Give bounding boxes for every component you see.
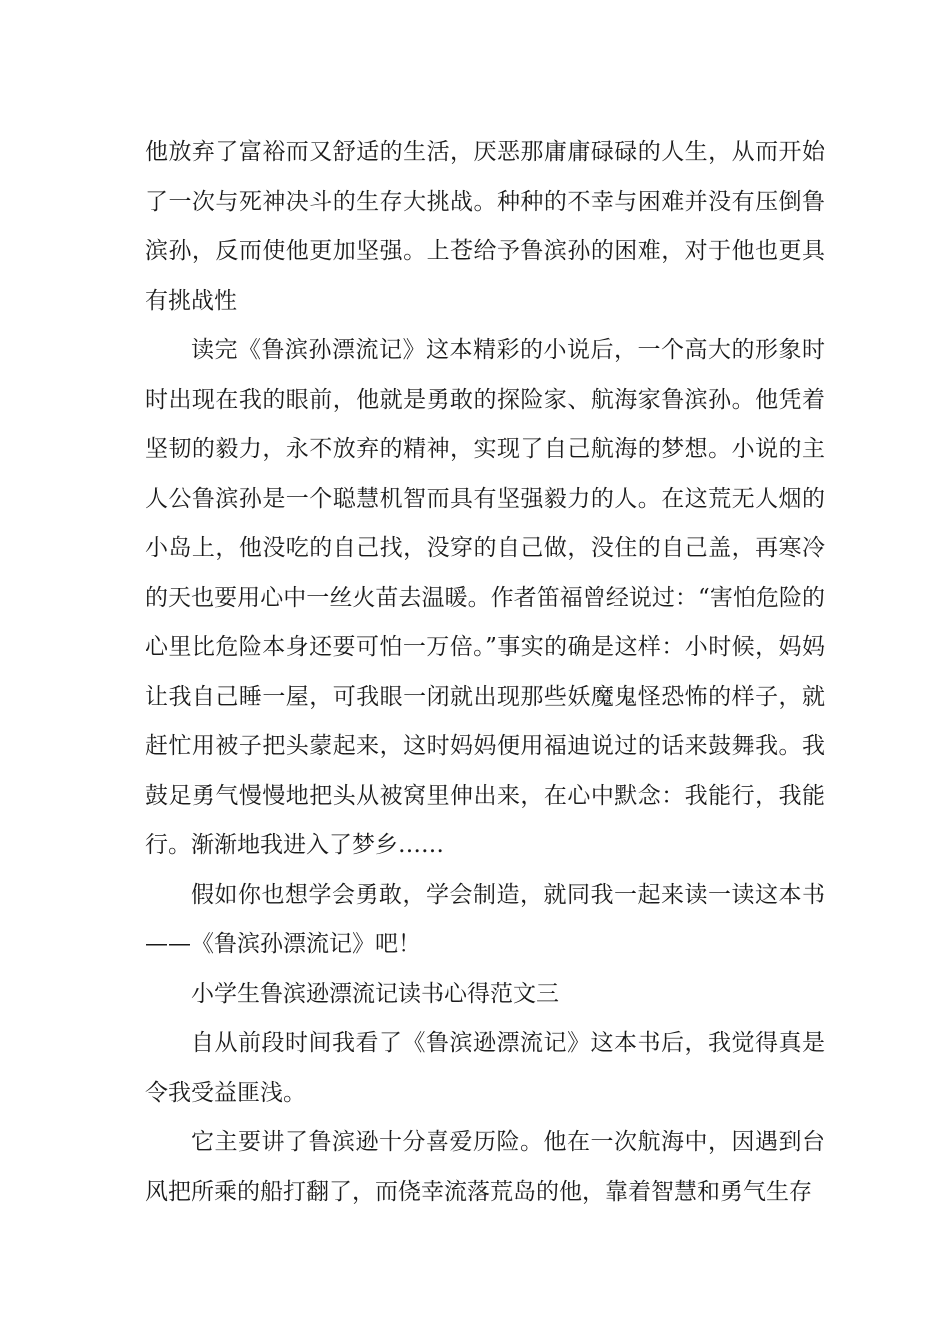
paragraph-intro: 自从前段时间我看了《鲁滨逊漂流记》这本书后，我觉得真是令我受益匪浅。 [145,1030,825,1106]
paragraph-continuation: 他放弃了富裕而又舒适的生活，厌恶那庸庸碌碌的人生，从而开始了一次与死神决斗的生存大挑战。种种的不幸与困难并没有压倒鲁滨孙，反而使他更加坚强。上苍给予鲁滨孙的困难，对于他也更具有挑战性 [145,139,825,314]
paragraph-recommendation: 假如你也想学会勇敢，学会制造，就同我一起来读一读这本书——《鲁滨孙漂流记》吧！ [145,881,825,957]
section-heading: 小学生鲁滨逊漂流记读书心得范文三 [191,980,559,1007]
paragraph-reading-reflection: 读完《鲁滨孙漂流记》这本精彩的小说后，一个高大的形象时时出现在我的眼前，他就是勇敢的探险家、航海家鲁滨孙。他凭着坚韧的毅力，永不放弃的精神，实现了自己航海的梦想。小说的主人公鲁滨孙是一个聪慧机智而具有坚强毅力的人。在这荒无人烟的小岛上，他没吃的自己找，没穿的自己做，没住的自己盖，再寒冷的天也要用心中一丝火苗去温暖。作者笛福曾经说过：“害怕危险的心里比危险本身还要可怕一万倍。”事实的确是这样：小时候，妈妈让我自己睡一屋，可我眼一闭就出现那些妖魔鬼怪恐怖的样子，就赶忙用被子把头蒙起来，这时妈妈便用福迪说过的话来鼓舞我。我鼓足勇气慢慢地把头从被窝里伸出来，在心中默念：我能行，我能行。渐渐地我进入了梦乡…… [145,337,825,858]
paragraph-summary: 它主要讲了鲁滨逊十分喜爱历险。他在一次航海中，因遇到台风把所乘的船打翻了，而侥幸流落荒岛的他，靠着智慧和勇气生存 [145,1129,825,1205]
document-body [145,128,825,1217]
